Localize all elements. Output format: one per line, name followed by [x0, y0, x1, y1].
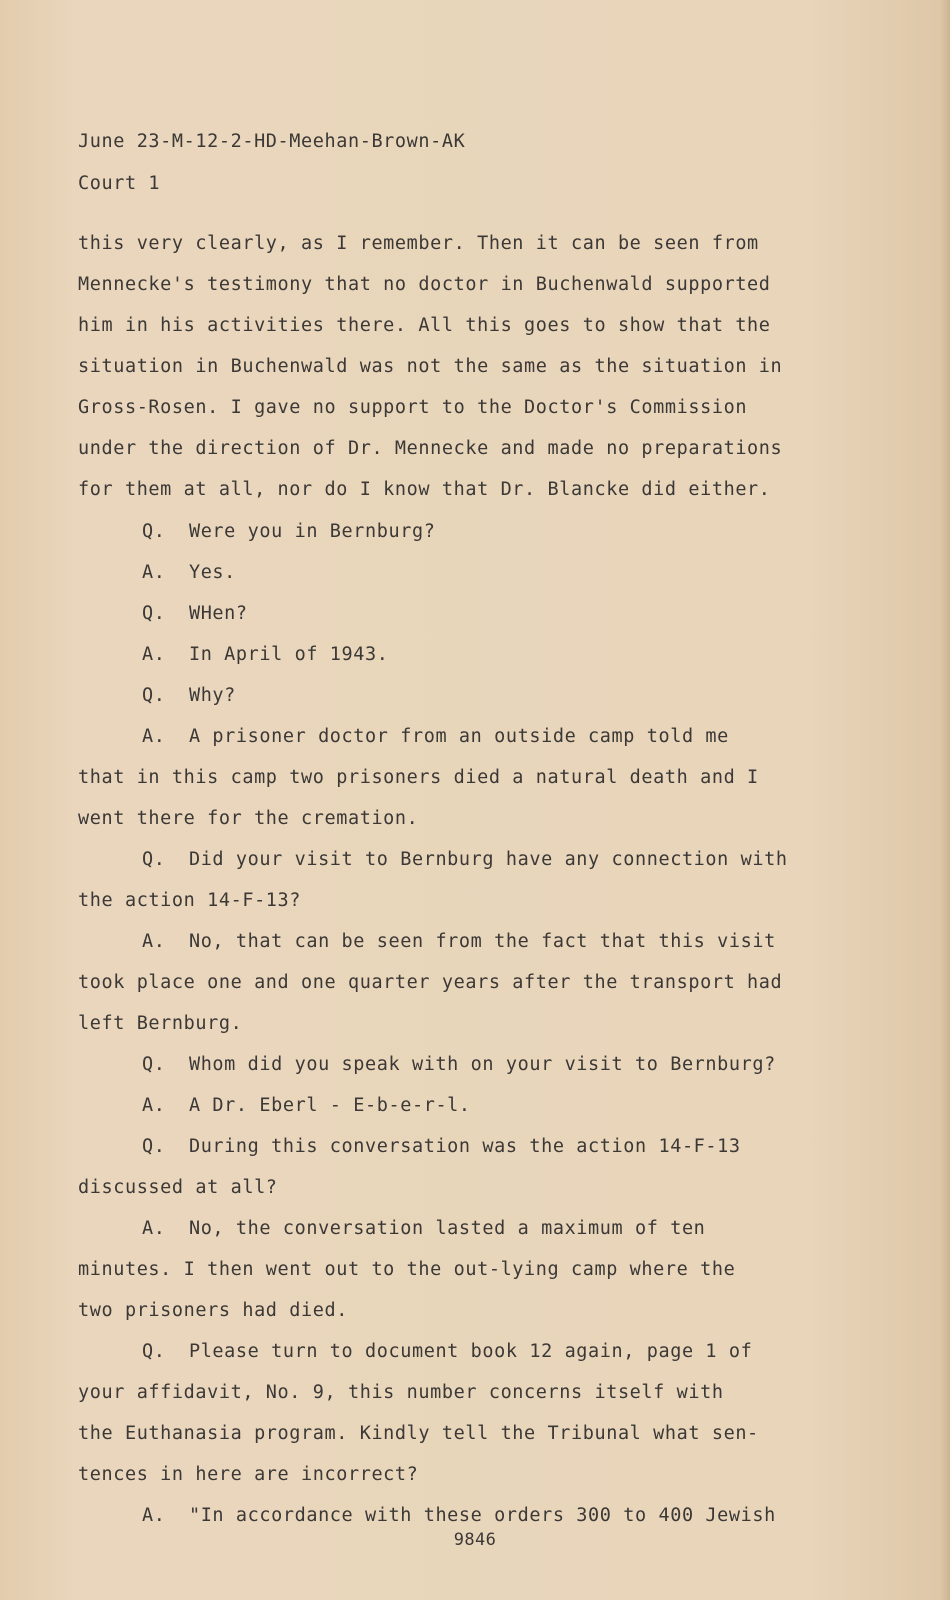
- text-line: left Bernburg.: [78, 1013, 243, 1034]
- question-line: Q. During this conversation was the action 14-F-13: [142, 1136, 741, 1157]
- question-line: Q. Whom did you speak with on your visit to Bernburg?: [142, 1054, 776, 1075]
- text-line: situation in Buchenwald was not the same as the situation in: [78, 356, 783, 377]
- court-label: Court 1: [78, 173, 161, 194]
- text-line: went there for the cremation.: [78, 808, 419, 829]
- question-line: Q. Why?: [142, 685, 236, 706]
- answer-line: A. No, that can be seen from the fact that this visit: [142, 931, 776, 952]
- text-line: minutes. I then went out to the out-lying camp where the: [78, 1259, 736, 1280]
- question-line: Q. Were you in Bernburg?: [142, 521, 436, 542]
- text-line: the Euthanasia program. Kindly tell the Tribunal what sen-: [78, 1423, 759, 1444]
- text-line: this very clearly, as I remember. Then it can be seen from: [78, 233, 759, 254]
- text-line: Gross-Rosen. I gave no support to the Doctor's Commission: [78, 397, 748, 418]
- question-line: Q. Please turn to document book 12 again, page 1 of: [142, 1341, 753, 1362]
- answer-line: A. A prisoner doctor from an outside camp told me: [142, 726, 729, 747]
- answer-line: A. No, the conversation lasted a maximum of ten: [142, 1218, 706, 1239]
- text-line: under the direction of Dr. Mennecke and made no preparations: [78, 438, 783, 459]
- text-line: him in his activities there. All this goes to show that the: [78, 315, 771, 336]
- text-line: the action 14-F-13?: [78, 890, 302, 911]
- answer-line: A. A Dr. Eberl - E-b-e-r-l.: [142, 1095, 471, 1116]
- text-line: tences in here are incorrect?: [78, 1464, 419, 1485]
- text-line: for them at all, nor do I know that Dr. Blancke did either.: [78, 479, 771, 500]
- header-reference: June 23-M-12-2-HD-Meehan-Brown-AK: [78, 131, 466, 152]
- question-line: Q. Did your visit to Bernburg have any connection with: [142, 849, 788, 870]
- text-line: that in this camp two prisoners died a natural death and I: [78, 767, 759, 788]
- answer-line: A. "In accordance with these orders 300 to 400 Jewish: [142, 1505, 776, 1526]
- text-line: took place one and one quarter years after the transport had: [78, 972, 783, 993]
- page-number: 9846: [453, 1530, 497, 1550]
- text-line: Mennecke's testimony that no doctor in Buchenwald supported: [78, 274, 771, 295]
- text-line: your affidavit, No. 9, this number concerns itself with: [78, 1382, 724, 1403]
- page-edge-shadow: [940, 0, 950, 1600]
- text-line: discussed at all?: [78, 1177, 278, 1198]
- answer-line: A. In April of 1943.: [142, 644, 389, 665]
- answer-line: A. Yes.: [142, 562, 236, 583]
- text-line: two prisoners had died.: [78, 1300, 348, 1321]
- question-line: Q. WHen?: [142, 603, 248, 624]
